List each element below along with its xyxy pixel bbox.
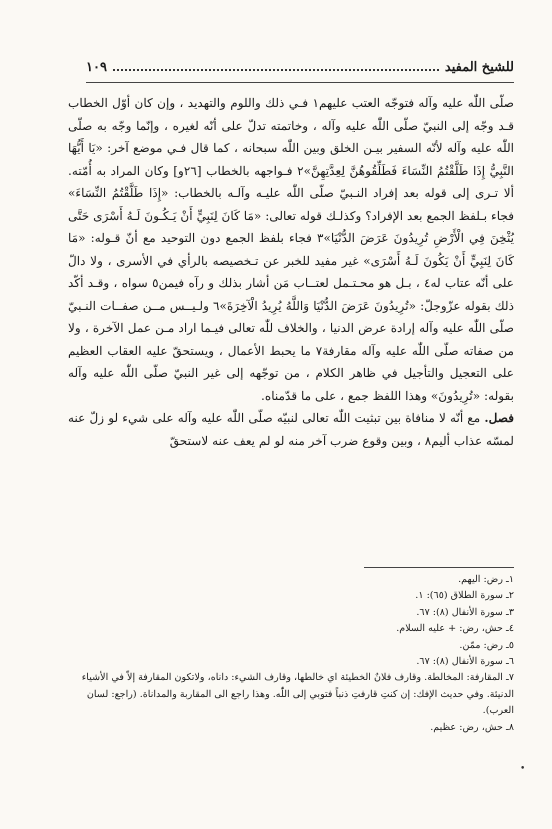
footnote: ٤ـ حش، رض: + عليه السلام. [396,623,514,635]
header-leader-dots [113,60,439,71]
footnote: ٨ـ حش، رض: عظيم. [430,721,514,733]
page-header [86,60,514,75]
footnotes [68,572,514,736]
footnote: ٣ـ سورة الأنفال (٨): ٦٧. [416,606,514,618]
section-label: فصل. [484,411,514,425]
book-title: للشيخ المفيد [444,60,514,75]
footnote-rule [364,567,514,568]
main-text [68,92,514,452]
footnote: ٦ـ سورة الأنفال (٨): ٦٧. [416,656,514,668]
paragraph-2 [68,407,514,452]
header-rule [86,82,514,83]
page-number: ١٠٩ [86,60,107,75]
footnote: ٧ـ المقارفة: المخالطة. وقارف فلانٌ الخطيئة اي خالطها، وقارف الشيء: داناه، ولاتكون المقارفة إلاّ في الأشياء الدنيئة. وفي حديث الإفك: إن كنتِ قارفتِ ذنباً فتوبي إلى اللّٰه. وهذا راجع الى المقاربة والمداناة. (راجع: لسان العرب). [81,672,514,717]
footnote: ١ـ رض: اليهم. [458,574,514,585]
footnote: ٢ـ سورة الطلاق (٦٥): ١. [415,590,514,602]
footnote: ٥ـ رض: ممّن. [459,639,514,651]
page-mark: • [520,764,526,774]
paragraph-1: صلّى اللّٰه عليه وآله فتوجّه العتب عليهم١ فـي ذلك واللوم والتهديد ، وإن كان أوّل الخطاب قـد وجّه إلى النبيّ صلّى اللّٰه عليه وآله ، وخاتمته تدلّ على أنّه لغيره ، وإنّما وجّه به صلّى اللّٰه عليه وآله لأنّه السفير بيـن الخلق وبين اللّٰه سبحانه ، كما قال فـي موضع آخر: «يَا أَيُّهَا النَّبِيُّ إِذَا طَلَّقْتُمُ النِّسَاءَ فَطَلِّقُوهُنَّ لِعِدَّتِهِنَّ»٢ فـواجهه بالخطاب [٢٦و] وكان المراد به أُمّته. ألا تـرى إلى قوله بعد إفراد النـبيّ صلّى اللّٰه عليـه وآلـه بالخطاب: «إِذَا طَلَّقْتُمُ النِّسَاءَ» فجاء بـلفظ الجمع بعد الإفراد؟ وكذلـك قوله تعالى: «مَا كَانَ لِنَبِيٍّ أَنْ يَـكُـونَ لَـهُ أَسْرَى حَتَّى يُثْخِنَ فِي الْأَرْضِ تُرِيدُونَ عَرَضَ الدُّنْيَا»٣ فجاء بلفظ الجمع دون التوحيد مع أنّ قـوله: «مَا كَانَ لِنَبِيٍّ أَنْ يَكُونَ لَـهُ أَسْرَى» غير مفيد للخبر عن تـخصيصه بالرأي في الأسرى ، ولا دالّ على أنّه عتاب له٤ ، بـل هو محـتـمل لعتــاب مَن أشار بذلك و رآه فيمن٥ سواه ، وقـد أكّد ذلك بقوله عزّوجلّ: «تُرِيدُونَ عَرَضَ الدُّنْيَا وَاللَّهُ يُرِيدُ الْآخِرَةَ»٦ ولـيــس مــن صفــات النـبيّ صلّى اللّٰه عليه وآله إرادة عرض الدنيا ، والخلاف للّٰه تعالى فيـما اراد مـن عمل الآخرة ، ولا من صفاته صلّى اللّٰه عليه وآله مقارفة٧ ما يحبط الأعمال ، ويستحقّ عليه العقاب العظيم على التعجيل والتأجيل في ظاهر الكلام ، من توجّهه إلى غير النبيّ صلّى اللّٰه عليه وآله بقوله: «تُرِيدُونَ» وهذا اللفظ جمع ، على ما قدّمناه. [68,96,515,403]
paragraph-2-text: مع أنّه لا منافاة بين تبثيت اللّٰه تعالى لنبيّه صلّى اللّٰه عليه وآله على شيء لو زلّ عنه لمسّه عذاب أليم٨ ، وبين وقوع ضرب آخر منه لو لم يعف عنه لاستحقّ [68,411,514,448]
